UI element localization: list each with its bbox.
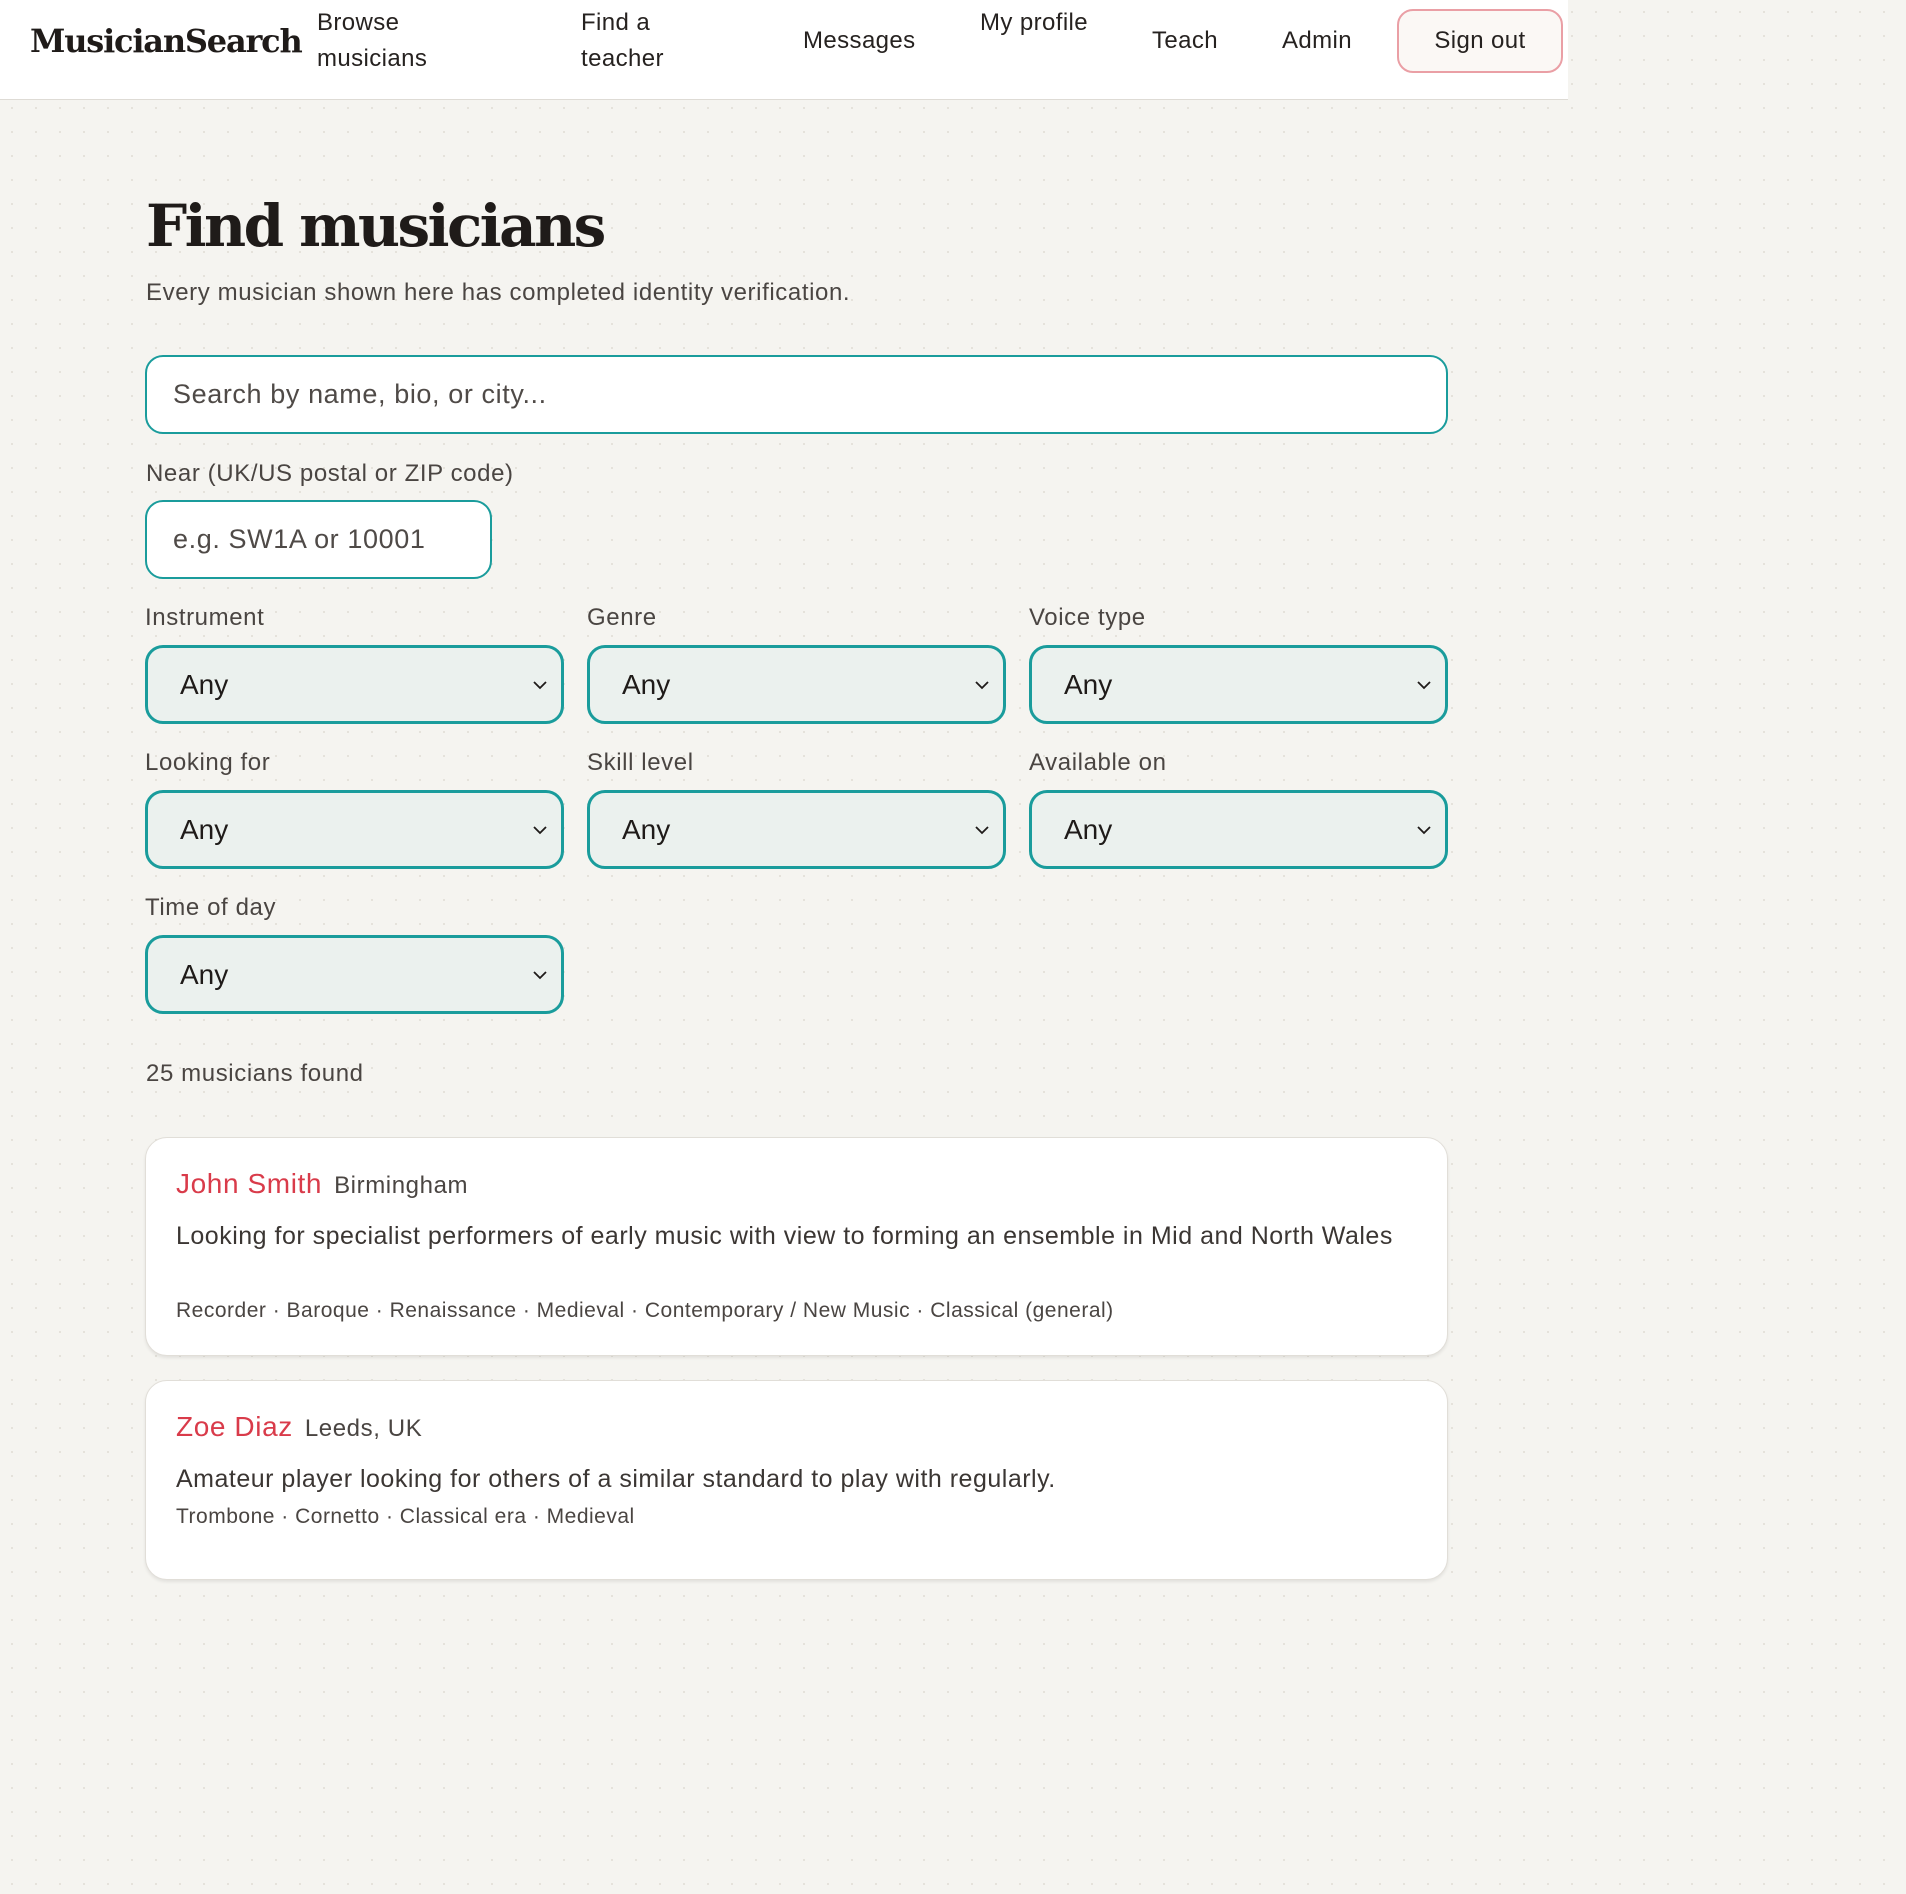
nav-my-profile[interactable]: My profile <box>980 9 1089 36</box>
near-label: Near (UK/US postal or ZIP code) <box>146 460 514 487</box>
time-of-day-select[interactable] <box>145 935 564 1014</box>
available-on-label: Available on <box>1029 749 1167 776</box>
musician-card-header <box>176 1411 422 1443</box>
musician-tags: Trombone · Cornetto · Classical era · Medieval <box>176 1505 635 1528</box>
instrument-select[interactable] <box>145 645 564 724</box>
musician-city: Birmingham <box>334 1172 469 1199</box>
musician-name-link[interactable]: Zoe Diaz <box>176 1411 293 1442</box>
instrument-label: Instrument <box>145 604 265 631</box>
nav-teach[interactable]: Teach <box>1152 27 1219 54</box>
postal-code-input[interactable] <box>145 500 492 579</box>
nav-browse-musicians[interactable]: Browse musicians <box>317 9 428 72</box>
top-navigation-bar <box>0 0 1568 100</box>
skill-level-select-value: Any <box>622 813 671 845</box>
musician-card-header <box>176 1168 468 1200</box>
chevron-down-icon <box>1415 676 1433 694</box>
musician-tags: Recorder · Baroque · Renaissance · Medieval · Contemporary / New Music · Classical (general) <box>176 1299 1114 1322</box>
chevron-down-icon <box>1415 821 1433 839</box>
musician-card[interactable] <box>145 1380 1448 1580</box>
nav-find-a-teacher[interactable]: Find a teacher <box>581 9 664 72</box>
genre-select-value: Any <box>622 668 671 700</box>
page-subtitle: Every musician shown here has completed identity verification. <box>146 279 851 306</box>
time-of-day-label: Time of day <box>145 894 277 921</box>
site-logo[interactable]: MusicianSearch <box>30 22 302 60</box>
available-on-select[interactable] <box>1029 790 1448 869</box>
skill-level-label: Skill level <box>587 749 694 776</box>
genre-select[interactable] <box>587 645 1006 724</box>
search-input[interactable] <box>145 355 1448 434</box>
sign-out-button[interactable]: Sign out <box>1397 9 1563 73</box>
voice-type-select[interactable] <box>1029 645 1448 724</box>
musician-city: Leeds, UK <box>304 1415 423 1442</box>
looking-for-select-value: Any <box>180 813 229 845</box>
musician-bio: Amateur player looking for others of a similar standard to play with regularly. <box>176 1465 1056 1493</box>
available-on-select-value: Any <box>1064 813 1113 845</box>
musician-name-link[interactable]: John Smith <box>176 1168 323 1199</box>
genre-label: Genre <box>587 604 657 631</box>
nav-admin[interactable]: Admin <box>1282 27 1353 54</box>
looking-for-select[interactable] <box>145 790 564 869</box>
time-of-day-select-value: Any <box>180 958 229 990</box>
voice-type-label: Voice type <box>1029 604 1146 631</box>
musician-bio: Looking for specialist performers of early music with view to forming an ensemble in Mid and North Wales <box>176 1222 1393 1250</box>
chevron-down-icon <box>973 676 991 694</box>
voice-type-select-value: Any <box>1064 668 1113 700</box>
nav-messages[interactable]: Messages <box>803 27 916 54</box>
chevron-down-icon <box>531 676 549 694</box>
chevron-down-icon <box>531 966 549 984</box>
musician-card[interactable] <box>145 1137 1448 1356</box>
chevron-down-icon <box>531 821 549 839</box>
instrument-select-value: Any <box>180 668 229 700</box>
results-count: 25 musicians found <box>146 1060 364 1087</box>
looking-for-label: Looking for <box>145 749 271 776</box>
page-title: Find musicians <box>146 192 604 260</box>
skill-level-select[interactable] <box>587 790 1006 869</box>
chevron-down-icon <box>973 821 991 839</box>
